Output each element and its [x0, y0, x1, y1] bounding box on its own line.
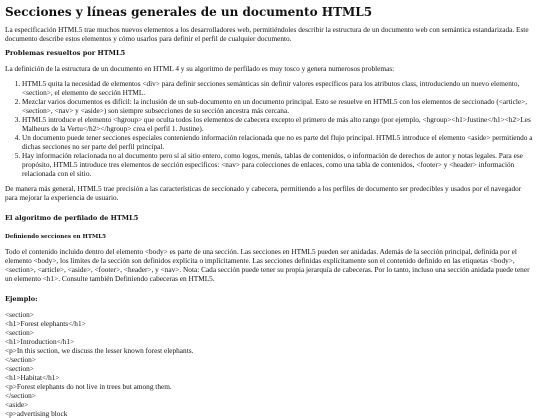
code-line: </section> — [5, 355, 36, 364]
defining-heading: Definiendo secciones en HTML5 — [5, 234, 107, 240]
problems-heading: Problemas resueltos por HTML5 — [5, 49, 126, 57]
defining-paragraph: Todo el contenido incluido dentro del elemento <body> es parte de una sección. Las secciones en HTML5 pueden ser anidadas. Además de la sección principal, definida por el elemento <body>, los límites de la sección son definidos explícita o implícitamente. Las secciones definidas explícitamente son el contenido definido en las etiquetas <body>, <section>, <article>, <aside>, <footer>, <header>, y <nav>. Nota: Cada sección puede tener su propia jerarquía de cabeceras. Por lo tanto, incluso una sección anidada puede tener un elemento <h1>. Consulte también Definiendo cabeceras en HTML5. — [5, 247, 530, 283]
code-line: <section> — [5, 328, 34, 337]
page-title: Secciones y líneas generales de un documento HTML5 — [5, 5, 373, 19]
code-line: <h1>Habitat</h1> — [5, 373, 60, 382]
code-line: <h1>Introduction</h1> — [5, 337, 75, 346]
list-item: 2. Mezclar varios documentos es difícil: la inclusión de un sub-documento en un documento principal. Esto se resuelve en HTML5 con los elementos de seccionado (<article>, <section>, <nav> y <aside>) son siempre subsecciones de su sección ancestra más cercana. — [22, 97, 535, 115]
code-line: <p>advertising block — [5, 409, 68, 418]
code-example — [5, 310, 535, 418]
list-item: 3. HTML5 introduce el elemento <hgroup> que oculta todos los elementos de cabecera excepto el primero de más alto rango (por ejemplo, <hgroup><h1>Justine</h1><h2>Les Malheurs de la Vertu</h2></hgroup> crea el perfil 1. Justine). — [22, 115, 535, 133]
code-line: <p>In this section, we discuss the lesser known forest elephants. — [5, 346, 194, 355]
document-page — [5, 0, 535, 418]
code-line: <section> — [5, 310, 34, 319]
intro-paragraph: La especificación HTML5 trae muchos nuevos elementos a los desarrolladores web, permitiéndoles describir la estructura de un documento web con semántica estandarizada. Este documento describe estos elementos y cómo usarlos para definir el perfil de cualquier documento. — [5, 25, 529, 43]
summary-paragraph: De manera más general, HTML5 trae precisión a las características de seccionado y cabecera, permitiendo a los perfiles de documento ser predecibles y usados por el navegador para mejorar la experiencia de usuario. — [5, 184, 522, 202]
code-line: <p>Forest elephants do not live in trees but among them. — [5, 382, 172, 391]
problems-list — [5, 79, 535, 178]
list-item: 1. HTML5 quita la necesidad de elementos <div> para definir secciones semánticas sin definir valores específicos para los atributos class, introduciendo un nuevo elemento, <section>, el elemento de sección HTML. — [22, 79, 535, 97]
algorithm-heading: El algoritmo de perfilado de HTML5 — [5, 214, 139, 222]
example-heading: Ejemplo: — [5, 295, 38, 303]
code-line: <section> — [5, 364, 34, 373]
list-item: 4. Un documento puede tener secciones especiales conteniendo información relacionada que no es parte del flujo principal. HTML5 introduce el elemento <aside> permitiendo a dichas secciones no ser parte del perfil principal. — [22, 133, 535, 151]
problems-intro: La definición de la estructura de un documento en HTML 4 y su algoritmo de perfilado es muy tosco y genera numerosos problemas: — [5, 64, 395, 73]
code-line: </section> — [5, 391, 36, 400]
list-item: 5. Hay información relacionada no al documento pero sí al sitio entero, como logos, menús, tablas de contenidos, o información de derechos de autor y notas legales. Para ese propósito, HTML5 introduce tres elementos de sección específicos: <nav> para colecciones de enlaces, como una tabla de contenidos, <footer> y <header> información relacionada con el sitio. — [22, 151, 535, 178]
code-line: <aside> — [5, 400, 29, 409]
code-line: <h1>Forest elephants</h1> — [5, 319, 86, 328]
